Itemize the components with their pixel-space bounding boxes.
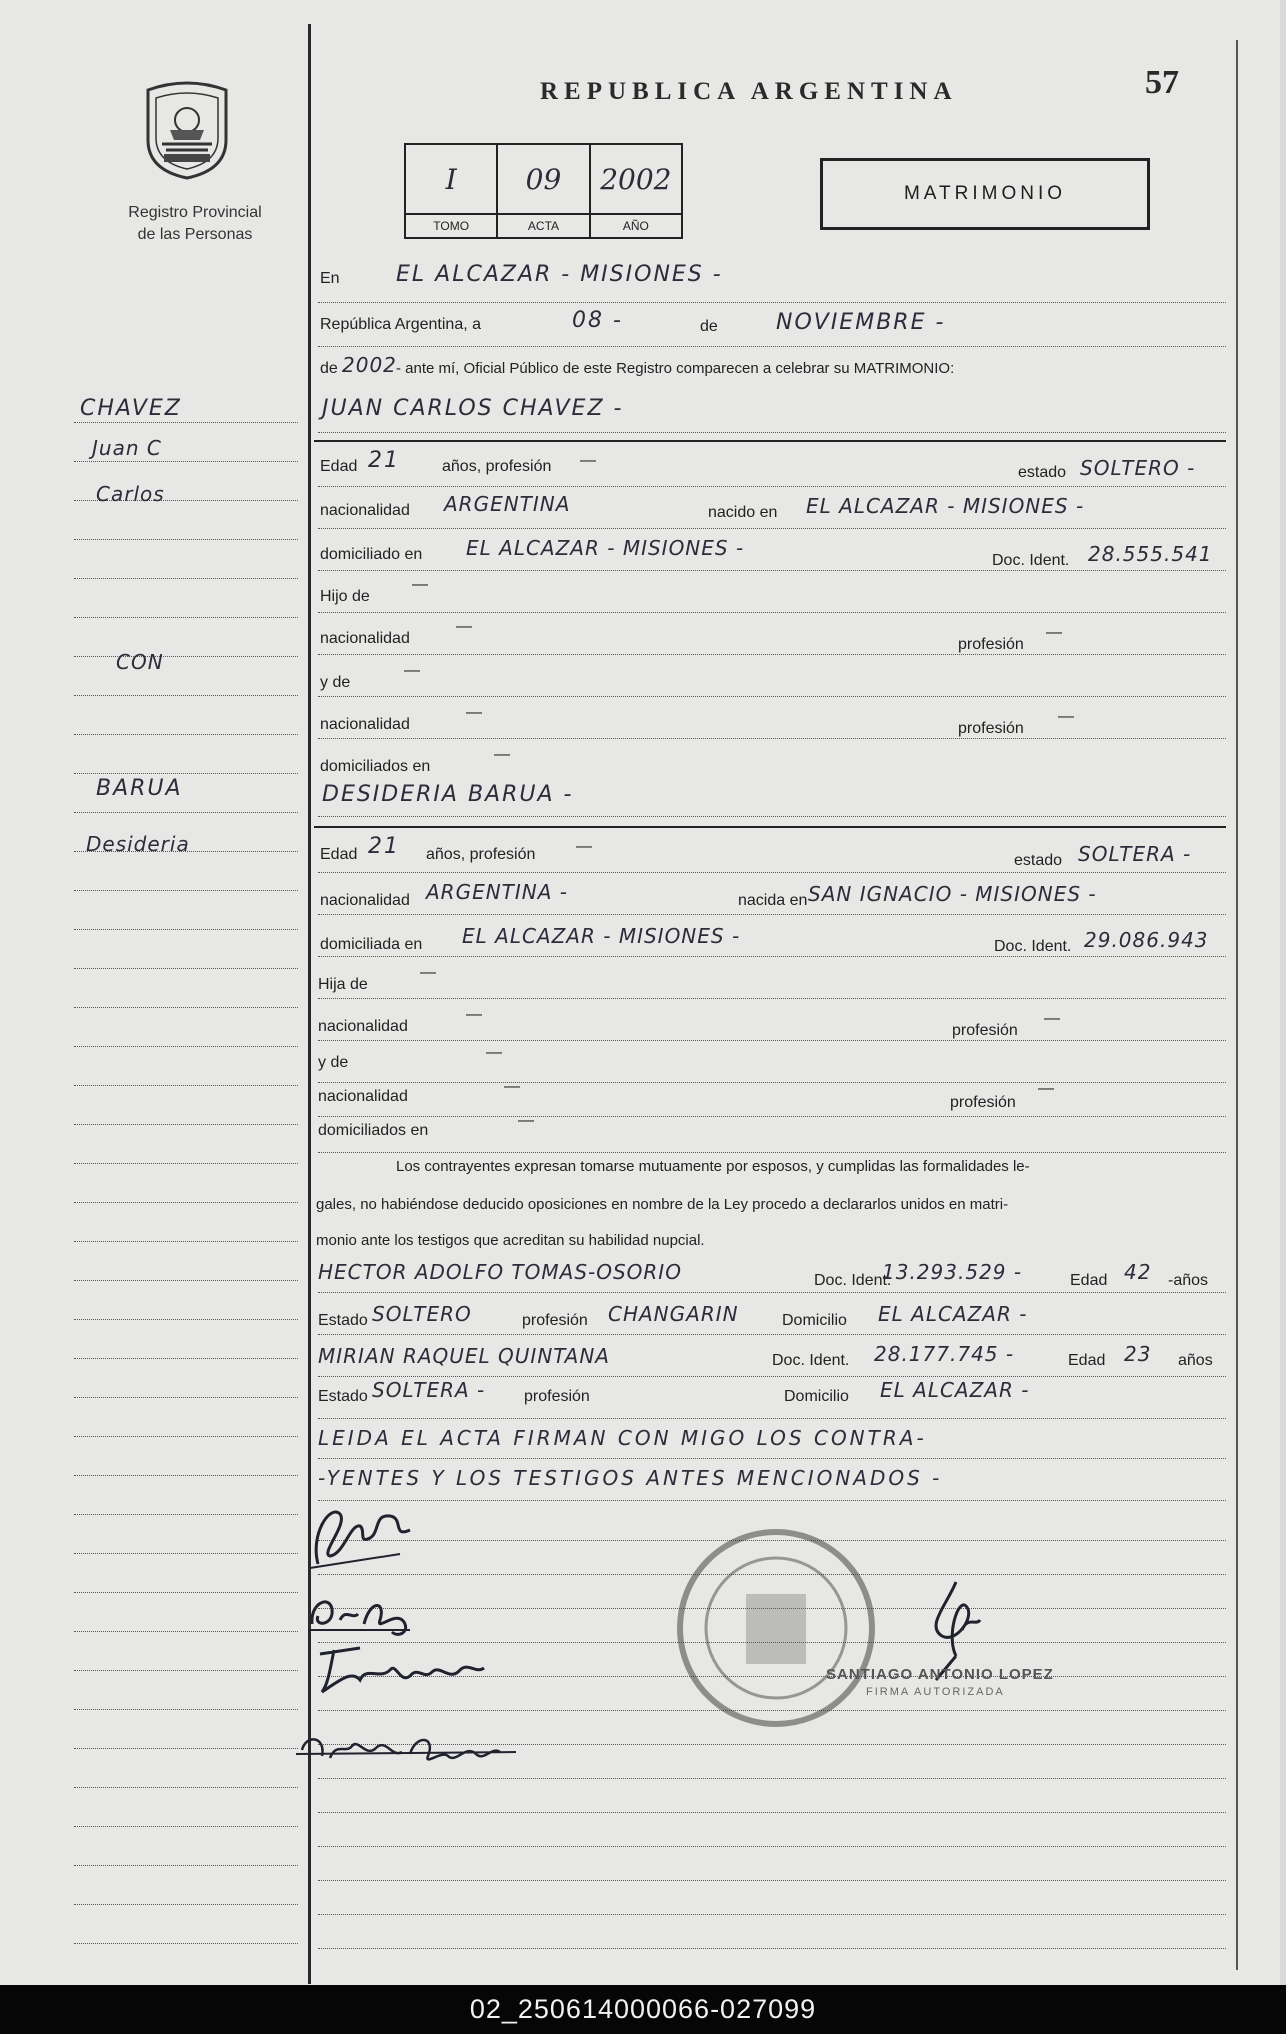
bride-nacionalidad: ARGENTINA - bbox=[426, 880, 569, 904]
margin-given-1a: Juan C bbox=[92, 436, 162, 460]
official-name: SANTIAGO ANTONIO LOPEZ bbox=[826, 1666, 1054, 1683]
groom-estado: SOLTERO - bbox=[1080, 456, 1196, 480]
witness2-estado: SOLTERA - bbox=[372, 1378, 486, 1402]
witness2-name: MIRIAN RAQUEL QUINTANA bbox=[318, 1344, 610, 1368]
anio-cell bbox=[591, 145, 681, 237]
margin-ruled-line bbox=[74, 1319, 298, 1320]
tomo-value: I bbox=[445, 163, 457, 196]
margin-ruled-line bbox=[74, 539, 298, 540]
margin-ruled-line bbox=[74, 1670, 298, 1671]
label-estado: estado bbox=[1018, 464, 1067, 481]
label-de-year: de bbox=[320, 360, 338, 377]
groom-name: JUAN CARLOS CHAVEZ - bbox=[322, 396, 624, 421]
witness2-domicilio: EL ALCAZAR - bbox=[880, 1378, 1030, 1402]
country-title: REPUBLICA ARGENTINA bbox=[540, 78, 958, 105]
row-groom-doms bbox=[318, 740, 1226, 780]
groom-signature bbox=[300, 1494, 430, 1574]
label-doc: Doc. Ident. bbox=[992, 552, 1070, 569]
page-number: 57 bbox=[1145, 64, 1179, 101]
label-hijo: Hijo de bbox=[320, 588, 370, 605]
label-nacido: nacido en bbox=[708, 504, 778, 521]
row-witness1 bbox=[318, 1252, 1226, 1293]
value-day: 08 - bbox=[572, 308, 623, 333]
label-domicilio-witness2: Domicilio bbox=[784, 1388, 849, 1405]
body-ruled-line bbox=[318, 1908, 1226, 1949]
closing-line-1: LEIDA EL ACTA FIRMAN CON MIGO LOS CONTRA- bbox=[318, 1426, 927, 1450]
row-bride-edad bbox=[318, 832, 1226, 873]
label-doc-bride: Doc. Ident. bbox=[994, 938, 1072, 955]
page-edge bbox=[1236, 40, 1238, 1970]
margin-ruled-line bbox=[74, 1163, 298, 1164]
witness2-doc: 28.177.745 - bbox=[874, 1342, 1015, 1366]
bride-estado: SOLTERA - bbox=[1078, 842, 1192, 866]
official-seal-stamp-icon bbox=[666, 1518, 886, 1738]
row-witness2-estado bbox=[318, 1378, 1226, 1419]
label-edad-witness1: Edad bbox=[1070, 1272, 1108, 1289]
official-title: FIRMA AUTORIZADA bbox=[866, 1686, 1005, 1698]
label-domicilio-witness1: Domicilio bbox=[782, 1312, 847, 1329]
groom-doms: — bbox=[494, 746, 510, 763]
witness2-edad: 23 bbox=[1124, 1342, 1152, 1366]
bride-signature bbox=[300, 1580, 430, 1640]
label-anos-profesion-bride: años, profesión bbox=[426, 846, 536, 863]
margin-ruled-line bbox=[74, 773, 298, 774]
row-groom-name bbox=[318, 392, 1226, 433]
label-republica: República Argentina, a bbox=[320, 316, 481, 333]
label-nacida: nacida en bbox=[738, 892, 808, 909]
label-profesion-witness2: profesión bbox=[524, 1388, 590, 1405]
tomo-label: TOMO bbox=[406, 213, 496, 237]
margin-ruled-line bbox=[74, 1475, 298, 1476]
label-nacionalidad-bride-2: nacionalidad bbox=[318, 1018, 408, 1035]
witness1-doc: 13.293.529 - bbox=[882, 1260, 1023, 1284]
groom-doc: 28.555.541 bbox=[1088, 542, 1213, 566]
margin-ruled-line bbox=[74, 1709, 298, 1710]
row-closing-2 bbox=[318, 1460, 1226, 1501]
bride-nac3: — bbox=[504, 1078, 520, 1095]
row-groom-nac bbox=[318, 488, 1226, 529]
groom-edad: 21 bbox=[368, 448, 400, 473]
tomo-cell bbox=[406, 145, 498, 237]
label-estado-witness2: Estado bbox=[318, 1388, 368, 1405]
label-domiciliados-bride: domiciliados en bbox=[318, 1122, 429, 1139]
label-nacionalidad-bride: nacionalidad bbox=[320, 892, 410, 909]
margin-ruled-line bbox=[74, 1202, 298, 1203]
bride-name: DESIDERIA BARUA - bbox=[322, 782, 574, 807]
row-witness1-estado bbox=[318, 1294, 1226, 1335]
label-profesion-3: profesión bbox=[958, 720, 1024, 737]
witness1-signature bbox=[300, 1640, 500, 1700]
label-hija: Hija de bbox=[318, 976, 368, 993]
label-estado-witness1: Estado bbox=[318, 1312, 368, 1329]
row-groom-hijo bbox=[318, 572, 1226, 613]
document-type-box: MATRIMONIO bbox=[820, 158, 1150, 230]
margin-ruled-line bbox=[74, 695, 298, 696]
tomo-acta-anio-box bbox=[404, 143, 683, 239]
row-bride-name bbox=[318, 776, 1226, 817]
margin-con: CON bbox=[116, 650, 164, 674]
label-doc-witness1: Doc. Ident. bbox=[814, 1272, 892, 1289]
margin-ruled-line bbox=[74, 578, 298, 579]
bride-edad: 21 bbox=[368, 834, 400, 859]
declaration-line-2: gales, no habiéndose deducido oposiciones en nombre de la Ley procedo a declararlos unidos en matri- bbox=[316, 1196, 1009, 1213]
margin-ruled-line bbox=[74, 1553, 298, 1554]
row-bride-nac3 bbox=[318, 1076, 1226, 1117]
label-anos-witness1: -años bbox=[1168, 1272, 1209, 1289]
margin-ruled-line bbox=[74, 1943, 298, 1944]
margin-ruled-line bbox=[74, 1826, 298, 1827]
margin-ruled-line bbox=[74, 1436, 298, 1437]
label-domiciliado: domiciliado en bbox=[320, 546, 423, 563]
groom-yde: — bbox=[404, 662, 420, 679]
margin-ruled-line bbox=[74, 1007, 298, 1008]
bride-yde: — bbox=[486, 1044, 502, 1061]
witness1-profesion: CHANGARIN bbox=[608, 1302, 739, 1326]
acta-label: ACTA bbox=[498, 213, 588, 237]
bride-nac2: — bbox=[466, 1006, 482, 1023]
margin-ruled-line bbox=[74, 617, 298, 618]
groom-nacido: EL ALCAZAR - MISIONES - bbox=[806, 494, 1085, 518]
provincial-seal-icon bbox=[140, 80, 234, 180]
row-groom-nac3 bbox=[318, 698, 1226, 739]
margin-given-1b: Carlos bbox=[96, 482, 165, 506]
label-profesion-bride-2: profesión bbox=[952, 1022, 1018, 1039]
label-edad-witness2: Edad bbox=[1068, 1352, 1106, 1369]
bride-prof2: — bbox=[1044, 1010, 1060, 1027]
intro-text: - ante mí, Oficial Público de este Registro comparecen a celebrar su MATRIMONIO: bbox=[396, 360, 955, 377]
row-bride-nac bbox=[318, 874, 1226, 915]
bride-profesion: — bbox=[576, 838, 592, 855]
margin-surname-2: BARUA bbox=[96, 776, 183, 801]
margin-ruled-line bbox=[74, 890, 298, 891]
label-edad: Edad bbox=[320, 458, 358, 475]
margin-ruled-line bbox=[74, 1280, 298, 1281]
label-profesion-witness1: profesión bbox=[522, 1312, 588, 1329]
label-domiciliada: domiciliada en bbox=[320, 936, 423, 953]
witness1-domicilio: EL ALCAZAR - bbox=[878, 1302, 1028, 1326]
value-place: EL ALCAZAR - MISIONES - bbox=[396, 262, 723, 287]
witness1-edad: 42 bbox=[1124, 1260, 1152, 1284]
margin-ruled-line bbox=[74, 1748, 298, 1749]
bride-nacida: SAN IGNACIO - MISIONES - bbox=[808, 882, 1097, 906]
anio-label: AÑO bbox=[591, 213, 681, 237]
margin-ruled-line bbox=[74, 422, 298, 423]
bride-doms: — bbox=[518, 1112, 534, 1129]
witness1-name: HECTOR ADOLFO TOMAS-OSORIO bbox=[318, 1260, 682, 1284]
scan-identifier: 02_250614000066-027099 bbox=[0, 1985, 1286, 2034]
label-y-de: y de bbox=[320, 674, 351, 691]
label-profesion-2: profesión bbox=[958, 636, 1024, 653]
margin-given-2: Desideria bbox=[86, 832, 190, 856]
row-groom-dom bbox=[318, 530, 1226, 571]
witness2-signature bbox=[296, 1724, 526, 1774]
row-groom-yde bbox=[318, 656, 1226, 697]
margin-ruled-line bbox=[74, 1865, 298, 1866]
groom-profesion: — bbox=[580, 452, 596, 469]
label-doc-witness2: Doc. Ident. bbox=[772, 1352, 850, 1369]
groom-nac2: — bbox=[456, 618, 472, 635]
groom-hijo: — bbox=[412, 576, 428, 593]
label-edad-bride: Edad bbox=[320, 846, 358, 863]
value-year: 2002 bbox=[342, 353, 397, 377]
groom-separator bbox=[314, 440, 1226, 442]
margin-ruled-line bbox=[74, 1241, 298, 1242]
registry-line-1: Registro Provincial bbox=[128, 204, 262, 221]
margin-ruled-line bbox=[74, 1085, 298, 1086]
margin-ruled-line bbox=[74, 734, 298, 735]
declaration-line-3: monio ante los testigos que acreditan su habilidad nupcial. bbox=[316, 1232, 705, 1249]
registry-line-2: de las Personas bbox=[137, 226, 253, 243]
label-nacionalidad-bride-3: nacionalidad bbox=[318, 1088, 408, 1105]
margin-ruled-line bbox=[74, 656, 298, 657]
groom-domicilio: EL ALCAZAR - MISIONES - bbox=[466, 536, 745, 560]
margin-ruled-line bbox=[74, 1904, 298, 1905]
margin-ruled-line bbox=[74, 1631, 298, 1632]
margin-ruled-line bbox=[74, 1046, 298, 1047]
row-year bbox=[318, 348, 1226, 388]
margin-ruled-line bbox=[74, 968, 298, 969]
anio-value: 2002 bbox=[600, 163, 672, 196]
row-closing-1 bbox=[318, 1418, 1226, 1459]
label-de: de bbox=[700, 318, 718, 335]
row-bride-hija bbox=[318, 958, 1226, 999]
value-month: NOVIEMBRE - bbox=[776, 310, 946, 335]
margin-ruled-line bbox=[74, 1397, 298, 1398]
label-nacionalidad-2: nacionalidad bbox=[320, 630, 410, 647]
groom-prof2: — bbox=[1046, 624, 1062, 641]
label-nacionalidad-3: nacionalidad bbox=[320, 716, 410, 733]
margin-ruled-line bbox=[74, 1124, 298, 1125]
margin-surname-1: CHAVEZ bbox=[80, 396, 182, 421]
row-groom-edad bbox=[318, 446, 1226, 487]
margin-ruled-line bbox=[74, 1787, 298, 1788]
label-y-de-bride: y de bbox=[318, 1054, 349, 1071]
bride-doc: 29.086.943 bbox=[1084, 928, 1209, 952]
margin-ruled-line bbox=[74, 1592, 298, 1593]
margin-ruled-line bbox=[74, 1358, 298, 1359]
label-anos-witness2: años bbox=[1178, 1352, 1213, 1369]
margin-ruled-line bbox=[74, 461, 298, 462]
label-domiciliados: domiciliados en bbox=[320, 758, 431, 775]
row-witness2 bbox=[318, 1336, 1226, 1377]
registry-name bbox=[90, 202, 300, 246]
row-date bbox=[318, 306, 1226, 347]
bride-domicilio: EL ALCAZAR - MISIONES - bbox=[462, 924, 741, 948]
groom-prof3: — bbox=[1058, 708, 1074, 725]
bride-hija: — bbox=[420, 964, 436, 981]
groom-nac3: — bbox=[466, 704, 482, 721]
label-anos-profesion: años, profesión bbox=[442, 458, 552, 475]
label-nacionalidad: nacionalidad bbox=[320, 502, 410, 519]
declaration-line-1: Los contrayentes expresan tomarse mutuamente por esposos, y cumplidas las formalidades le- bbox=[396, 1158, 1030, 1175]
margin-ruled-line bbox=[74, 812, 298, 813]
row-bride-nac2 bbox=[318, 1000, 1226, 1041]
bride-prof3: — bbox=[1038, 1080, 1054, 1097]
margin-ruled-line bbox=[74, 929, 298, 930]
acta-cell bbox=[498, 145, 590, 237]
row-bride-doms bbox=[318, 1112, 1226, 1153]
label-en: En bbox=[320, 270, 340, 287]
row-place bbox=[318, 262, 1226, 303]
label-profesion-bride-3: profesión bbox=[950, 1094, 1016, 1111]
witness1-estado: SOLTERO bbox=[372, 1302, 472, 1326]
row-groom-nac2 bbox=[318, 614, 1226, 655]
label-estado-bride: estado bbox=[1014, 852, 1063, 869]
acta-value: 09 bbox=[525, 163, 562, 196]
row-bride-dom bbox=[318, 916, 1226, 957]
closing-line-2: -YENTES Y LOS TESTIGOS ANTES MENCIONADOS - bbox=[318, 1466, 943, 1490]
groom-nacionalidad: ARGENTINA bbox=[444, 492, 571, 516]
bride-separator bbox=[314, 826, 1226, 828]
margin-ruled-line bbox=[74, 1514, 298, 1515]
